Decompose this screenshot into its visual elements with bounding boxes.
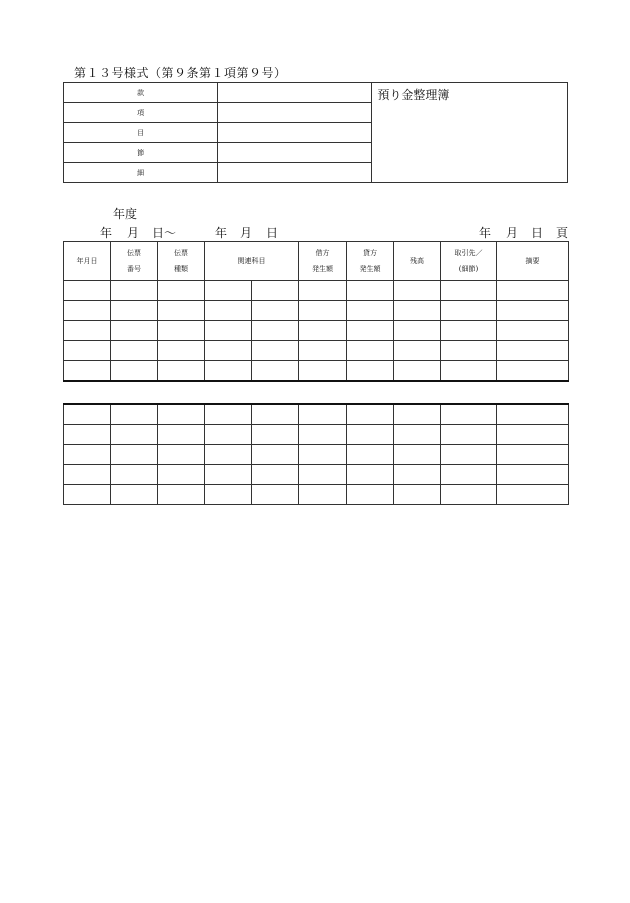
debit-line2: 発生額 <box>312 265 333 273</box>
table-cell[interactable] <box>252 404 299 425</box>
from-month: 月 <box>127 226 140 240</box>
table-cell[interactable] <box>441 321 497 341</box>
table-cell[interactable] <box>497 361 569 382</box>
to-year: 年 <box>215 226 228 240</box>
table-cell[interactable] <box>111 465 158 485</box>
table-cell[interactable] <box>205 404 252 425</box>
slip-type-line1: 伝票 <box>174 248 188 257</box>
table-cell[interactable] <box>347 485 394 505</box>
table-cell[interactable] <box>64 425 111 445</box>
table-cell[interactable] <box>111 281 158 301</box>
table-cell[interactable] <box>158 445 205 465</box>
table-cell[interactable] <box>394 465 441 485</box>
table-cell[interactable] <box>111 445 158 465</box>
table-cell[interactable] <box>347 301 394 321</box>
table-cell[interactable] <box>64 361 111 382</box>
col-header-slip-type <box>158 242 205 281</box>
table-cell[interactable] <box>111 425 158 445</box>
table-cell[interactable] <box>394 361 441 382</box>
debit-line1: 借方 <box>315 248 330 257</box>
setsu-field[interactable] <box>218 143 372 163</box>
table-cell[interactable] <box>158 425 205 445</box>
from-day: 日〜 <box>152 226 177 240</box>
col-header-credit <box>347 242 394 281</box>
to-day: 日 <box>266 226 279 240</box>
table-cell[interactable] <box>111 341 158 361</box>
table-cell[interactable] <box>252 465 299 485</box>
kou-field[interactable] <box>218 103 372 123</box>
table-cell[interactable] <box>441 404 497 425</box>
to-month: 月 <box>240 226 253 240</box>
from-year: 年 <box>100 226 113 240</box>
table-cell[interactable] <box>158 281 205 301</box>
page-year: 年 <box>479 226 492 240</box>
table-cell[interactable] <box>394 321 441 341</box>
table-cell[interactable] <box>497 404 569 425</box>
table-cell[interactable] <box>158 321 205 341</box>
table-cell[interactable] <box>299 321 347 341</box>
table-cell[interactable] <box>252 321 299 341</box>
table-cell[interactable] <box>497 465 569 485</box>
table-cell[interactable] <box>497 341 569 361</box>
table-cell[interactable] <box>394 281 441 301</box>
table-cell[interactable] <box>299 465 347 485</box>
table-cell[interactable] <box>441 301 497 321</box>
table-cell[interactable] <box>394 341 441 361</box>
table-cell[interactable] <box>205 361 252 382</box>
table-cell[interactable] <box>64 321 111 341</box>
row-label-kan: 款 <box>64 83 218 103</box>
col-header-partner <box>441 242 497 281</box>
table-row <box>64 404 569 425</box>
col-header-summary: 摘要 <box>497 242 569 281</box>
form-number: 第１３号様式（第９条第１項第９号） <box>74 66 287 80</box>
slip-number-line1: 伝票 <box>127 248 141 257</box>
table-row <box>64 281 569 301</box>
table-cell[interactable] <box>64 281 111 301</box>
table-cell[interactable] <box>158 485 205 505</box>
table-cell[interactable] <box>497 281 569 301</box>
partner-line2: (細節) <box>458 265 479 273</box>
table-cell[interactable] <box>347 341 394 361</box>
moku-field[interactable] <box>218 123 372 143</box>
table-cell[interactable] <box>299 281 347 301</box>
table-row <box>64 321 569 341</box>
table-cell[interactable] <box>299 425 347 445</box>
ledger-table-upper <box>63 241 569 382</box>
table-cell[interactable] <box>252 301 299 321</box>
row-label-moku: 目 <box>64 123 218 143</box>
table-cell[interactable] <box>158 404 205 425</box>
table-row <box>64 301 569 321</box>
table-cell[interactable] <box>252 445 299 465</box>
table-cell[interactable] <box>205 445 252 465</box>
table-cell[interactable] <box>158 465 205 485</box>
page-day: 日 <box>531 226 544 240</box>
table-cell[interactable] <box>205 485 252 505</box>
table-cell[interactable] <box>111 485 158 505</box>
sai-field[interactable] <box>218 163 372 183</box>
table-cell[interactable] <box>299 404 347 425</box>
slip-number-line2: 番号 <box>127 265 141 273</box>
table-cell[interactable] <box>441 341 497 361</box>
table-cell[interactable] <box>441 465 497 485</box>
table-cell[interactable] <box>347 321 394 341</box>
table-cell[interactable] <box>252 485 299 505</box>
table-cell[interactable] <box>347 465 394 485</box>
table-row <box>64 425 569 445</box>
table-cell[interactable] <box>111 321 158 341</box>
table-cell[interactable] <box>347 404 394 425</box>
table-cell[interactable] <box>394 445 441 465</box>
table-cell[interactable] <box>111 361 158 382</box>
table-cell[interactable] <box>252 425 299 445</box>
table-cell[interactable] <box>394 404 441 425</box>
table-cell[interactable] <box>497 425 569 445</box>
table-row <box>64 341 569 361</box>
table-row <box>64 445 569 465</box>
fiscal-year-label: 年度 <box>113 207 138 221</box>
table-cell[interactable] <box>111 404 158 425</box>
table-cell[interactable] <box>441 485 497 505</box>
page-label: 頁 <box>556 226 569 240</box>
table-cell[interactable] <box>497 485 569 505</box>
row-label-setsu: 節 <box>64 143 218 163</box>
table-cell[interactable] <box>497 321 569 341</box>
kan-field[interactable] <box>218 83 372 103</box>
table-cell[interactable] <box>205 425 252 445</box>
table-cell[interactable] <box>158 361 205 382</box>
table-cell[interactable] <box>299 445 347 465</box>
table-cell[interactable] <box>347 445 394 465</box>
col-header-related-account: 関連科目 <box>205 242 299 281</box>
row-label-kou: 項 <box>64 103 218 123</box>
table-cell[interactable] <box>205 321 252 341</box>
table-cell[interactable] <box>441 361 497 382</box>
table-cell[interactable] <box>64 301 111 321</box>
table-cell[interactable] <box>347 361 394 382</box>
table-cell[interactable] <box>497 445 569 465</box>
table-cell[interactable] <box>158 341 205 361</box>
table-cell[interactable] <box>441 445 497 465</box>
table-cell[interactable] <box>64 485 111 505</box>
col-header-debit <box>299 242 347 281</box>
account-classification-table <box>63 82 568 183</box>
table-cell[interactable] <box>64 445 111 465</box>
table-row <box>64 465 569 485</box>
credit-line2: 発生額 <box>359 265 381 273</box>
col-header-slip-number <box>111 242 158 281</box>
table-row <box>64 361 569 382</box>
table-cell[interactable] <box>347 281 394 301</box>
ledger-table-lower <box>63 403 569 505</box>
partner-line1: 取引先／ <box>454 248 483 257</box>
slip-type-line2: 種類 <box>174 265 188 273</box>
credit-line1: 貸方 <box>363 248 377 257</box>
table-cell[interactable] <box>299 485 347 505</box>
table-cell[interactable] <box>252 361 299 382</box>
table-cell[interactable] <box>252 281 299 301</box>
table-cell[interactable] <box>252 341 299 361</box>
table-cell[interactable] <box>394 301 441 321</box>
row-label-sai: 細 <box>64 163 218 183</box>
table-cell[interactable] <box>299 341 347 361</box>
ledger-title: 預り金整理簿 <box>372 83 568 183</box>
table-cell[interactable] <box>205 341 252 361</box>
table-cell[interactable] <box>64 404 111 425</box>
table-cell[interactable] <box>158 301 205 321</box>
table-cell[interactable] <box>64 465 111 485</box>
table-row <box>64 485 569 505</box>
col-header-date: 年月日 <box>64 242 111 281</box>
table-cell[interactable] <box>441 281 497 301</box>
table-cell[interactable] <box>299 301 347 321</box>
col-header-balance: 残高 <box>394 242 441 281</box>
table-cell[interactable] <box>347 425 394 445</box>
table-cell[interactable] <box>205 301 252 321</box>
table-cell[interactable] <box>111 301 158 321</box>
table-cell[interactable] <box>394 485 441 505</box>
table-cell[interactable] <box>64 341 111 361</box>
table-cell[interactable] <box>497 301 569 321</box>
table-cell[interactable] <box>394 425 441 445</box>
page-month: 月 <box>506 226 519 240</box>
table-cell[interactable] <box>205 465 252 485</box>
table-cell[interactable] <box>441 425 497 445</box>
table-cell[interactable] <box>299 361 347 382</box>
table-cell[interactable] <box>205 281 252 301</box>
